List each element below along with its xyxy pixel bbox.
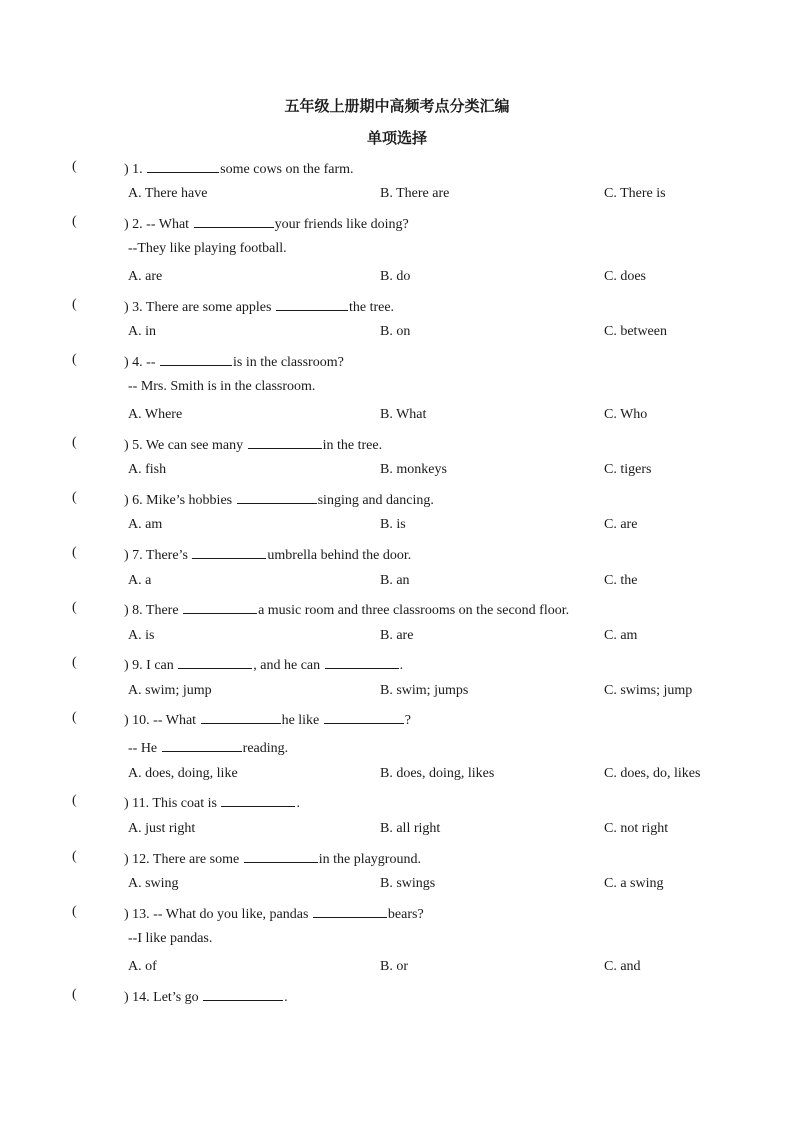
blank: [160, 351, 232, 366]
option-c: C. the: [604, 573, 638, 588]
question-text: ) 1. some cows on the farm.: [124, 158, 354, 179]
option-a: A. am: [128, 517, 163, 532]
question-text: ) 3. There are some apples the tree.: [124, 296, 394, 317]
reply-text: --They like playing football.: [128, 241, 287, 256]
reply-text: --I like pandas.: [128, 931, 213, 946]
blank: [313, 903, 387, 918]
option-b: B. There are: [380, 186, 450, 201]
option-a: A. of: [128, 959, 157, 974]
answer-paren: (: [72, 352, 77, 367]
answer-paren: (: [72, 297, 77, 312]
blank: [201, 709, 281, 724]
option-c: C. tigers: [604, 462, 652, 477]
blank: [276, 296, 348, 311]
question-text: ) 4. -- is in the classroom?: [124, 351, 344, 372]
document-title: 五年级上册期中高频考点分类汇编: [284, 97, 510, 115]
question-text: ) 13. -- What do you like, pandas bears?: [124, 903, 424, 924]
blank: [203, 986, 283, 1001]
answer-paren: (: [72, 545, 77, 560]
answer-paren: (: [72, 710, 77, 725]
answer-paren: (: [72, 214, 77, 229]
option-b: B. monkeys: [380, 462, 447, 477]
option-c: C. are: [604, 517, 638, 532]
option-c: C. am: [604, 628, 638, 643]
reply-text: -- Mrs. Smith is in the classroom.: [128, 379, 316, 394]
option-c: C. not right: [604, 821, 669, 836]
option-a: A. There have: [128, 186, 208, 201]
option-c: C. and: [604, 959, 641, 974]
option-a: A. a: [128, 573, 152, 588]
option-a: A. just right: [128, 821, 196, 836]
answer-paren: (: [72, 793, 77, 808]
option-c: C. between: [604, 324, 667, 339]
option-a: A. swing: [128, 876, 179, 891]
option-c: C. a swing: [604, 876, 664, 891]
question-text: ) 5. We can see many in the tree.: [124, 434, 382, 455]
answer-paren: (: [72, 159, 77, 174]
option-b: B. do: [380, 269, 411, 284]
blank: [237, 489, 317, 504]
blank: [221, 792, 295, 807]
question-text: ) 8. There a music room and three classrooms on the second floor.: [124, 599, 569, 620]
option-b: B. is: [380, 517, 406, 532]
blank: [248, 434, 322, 449]
option-b: B. or: [380, 959, 408, 974]
option-b: B. an: [380, 573, 410, 588]
blank: [162, 737, 242, 752]
reply-text: -- He reading.: [128, 737, 288, 758]
section-title: 单项选择: [366, 129, 427, 147]
option-b: B. are: [380, 628, 414, 643]
question-text: ) 11. This coat is .: [124, 792, 300, 813]
blank: [183, 599, 257, 614]
option-a: A. does, doing, like: [128, 766, 238, 781]
question-text: ) 7. There’s umbrella behind the door.: [124, 544, 411, 565]
question-text: ) 2. -- What your friends like doing?: [124, 213, 409, 234]
question-text: ) 14. Let’s go .: [124, 986, 288, 1007]
option-c: C. does: [604, 269, 646, 284]
question-text: ) 12. There are some in the playground.: [124, 848, 421, 869]
blank: [244, 848, 318, 863]
blank: [192, 544, 266, 559]
answer-paren: (: [72, 600, 77, 615]
question-text: ) 10. -- What he like ?: [124, 709, 411, 730]
option-b: B. What: [380, 407, 427, 422]
option-b: B. swings: [380, 876, 436, 891]
option-b: B. all right: [380, 821, 441, 836]
blank: [324, 709, 404, 724]
blank: [194, 213, 274, 228]
answer-paren: (: [72, 435, 77, 450]
option-c: C. swims; jump: [604, 683, 693, 698]
option-a: A. is: [128, 628, 155, 643]
answer-paren: (: [72, 849, 77, 864]
answer-paren: (: [72, 655, 77, 670]
option-a: A. are: [128, 269, 163, 284]
option-b: B. does, doing, likes: [380, 766, 495, 781]
answer-paren: (: [72, 490, 77, 505]
answer-paren: (: [72, 987, 77, 1002]
option-b: B. on: [380, 324, 411, 339]
option-a: A. swim; jump: [128, 683, 212, 698]
question-text: ) 9. I can , and he can .: [124, 654, 403, 675]
question-text: ) 6. Mike’s hobbies singing and dancing.: [124, 489, 434, 510]
answer-paren: (: [72, 904, 77, 919]
option-a: A. in: [128, 324, 156, 339]
option-a: A. fish: [128, 462, 167, 477]
blank: [325, 654, 399, 669]
blank: [147, 158, 219, 173]
option-c: C. There is: [604, 186, 666, 201]
option-c: C. does, do, likes: [604, 766, 701, 781]
option-b: B. swim; jumps: [380, 683, 469, 698]
option-c: C. Who: [604, 407, 648, 422]
blank: [178, 654, 252, 669]
option-a: A. Where: [128, 407, 183, 422]
